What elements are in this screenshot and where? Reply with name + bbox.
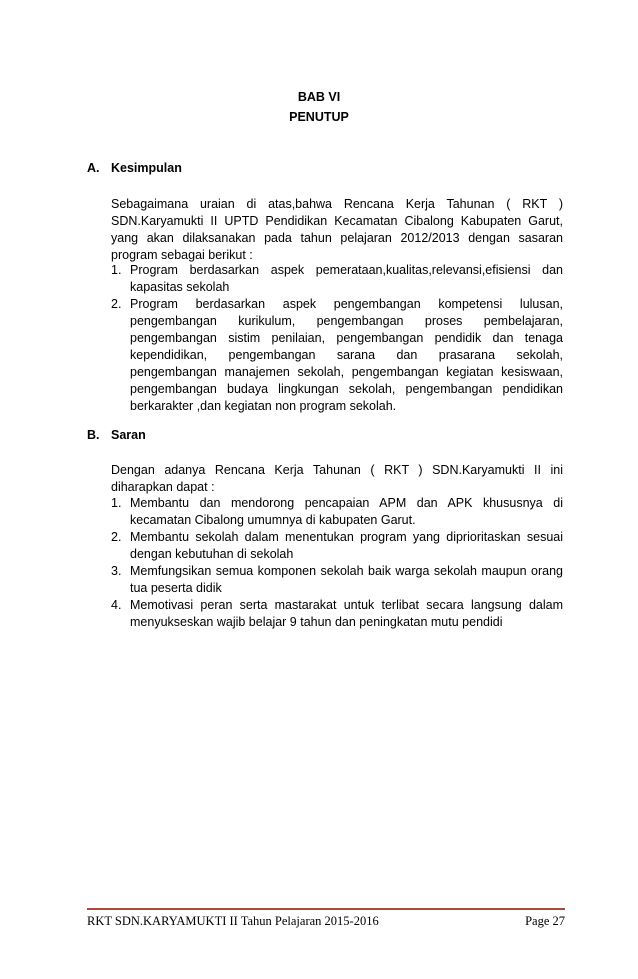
list-item [111, 296, 563, 415]
section-a-heading [87, 161, 182, 175]
section-a-list [111, 262, 563, 415]
section-b-list [111, 495, 563, 631]
list-item [111, 495, 563, 529]
chapter-heading: BAB VI [297, 90, 341, 104]
list-item-text: Program berdasarkan aspek pengembangan kompetensi lulusan, pengembangan kurikulum, pengembangan proses pembelajaran, pengembangan sistim penilaian, pengembangan pendidik dan tenaga kependidikan, pengembangan sarana dan prasarana sekolah, pengembangan manajemen sekolah, pengembangan kegiatan kesiswaan, pengembangan budaya lingkungan sekolah, pengembangan pendidikan berkarakter ,dan kegiatan non program sekolah. [130, 297, 563, 413]
section-a-title: Kesimpulan [111, 161, 182, 175]
list-item-text: Membantu sekolah dalam menentukan program yang diprioritaskan sesuai dengan kebutuhan di sekolah [130, 530, 563, 561]
section-b-letter: B. [87, 428, 100, 442]
section-a-intro: Sebagaimana uraian di atas,bahwa Rencana Kerja Tahunan ( RKT ) SDN.Karyamukti II UPTD Pendidikan Kecamatan Cibalong Kabupaten Garut, yang akan dilaksanakan pada tahun pelajaran 2012/2013 dengan sasaran program sebagai berikut : [111, 197, 563, 262]
list-item-number: 2. [111, 530, 122, 544]
list-item-text: Program berdasarkan aspek pemerataan,kualitas,relevansi,efisiensi dan kapasitas sekolah [130, 263, 563, 294]
footer-page-number: Page 27 [525, 914, 565, 928]
footer-document-title: RKT SDN.KARYAMUKTI II Tahun Pelajaran 2015-2016 [87, 914, 379, 928]
list-item [111, 262, 563, 296]
section-b-title: Saran [111, 428, 146, 442]
section-a-letter: A. [87, 161, 100, 175]
list-item-text: Memotivasi peran serta mastarakat untuk terlibat secara langsung dalam menyukseskan wajib belajar 9 tahun dan peningkatan mutu pendidi [130, 598, 563, 629]
chapter-title: PENUTUP [289, 110, 349, 124]
list-item-number: 4. [111, 598, 122, 612]
list-item [111, 563, 563, 597]
footer-rule [87, 908, 565, 910]
list-item-number: 3. [111, 564, 122, 578]
list-item-number: 2. [111, 297, 122, 311]
list-item-number: 1. [111, 263, 122, 277]
section-b-heading [87, 428, 146, 442]
list-item-text: Memfungsikan semua komponen sekolah baik warga sekolah maupun orang tua peserta didik [130, 564, 563, 595]
list-item [111, 529, 563, 563]
list-item [111, 597, 563, 631]
list-item-number: 1. [111, 496, 122, 510]
list-item-text: Membantu dan mendorong pencapaian APM dan APK khususnya di kecamatan Cibalong umumnya di kabupaten Garut. [130, 496, 563, 527]
section-b-intro: Dengan adanya Rencana Kerja Tahunan ( RKT ) SDN.Karyamukti II ini diharapkan dapat : [111, 463, 563, 494]
